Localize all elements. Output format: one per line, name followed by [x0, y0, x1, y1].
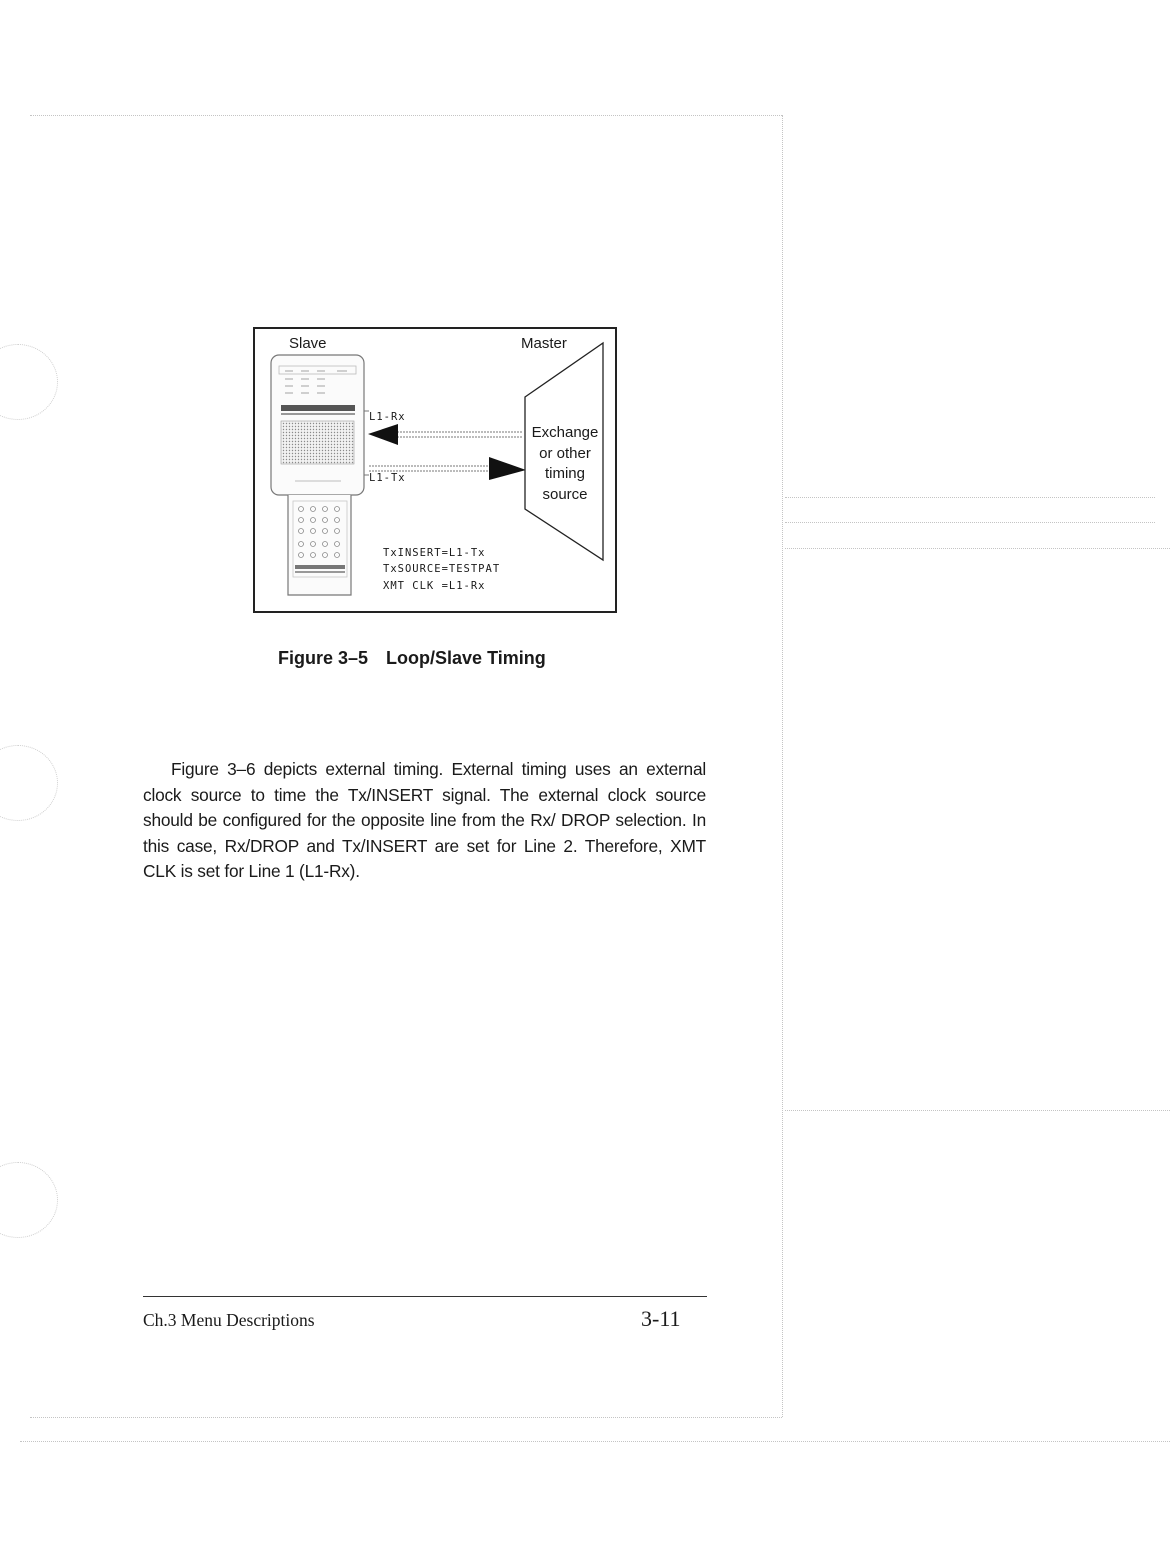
binder-hole-bottom	[0, 1162, 58, 1238]
scan-edge-bottom	[20, 1441, 1170, 1442]
next-page-line-3	[785, 548, 1170, 549]
next-page-line-1	[785, 497, 1155, 498]
rx-label: L1-Rx	[369, 411, 406, 423]
page-edge-right	[782, 115, 783, 1417]
exchange-line-4: source	[542, 485, 588, 503]
page-edge-bottom	[30, 1417, 782, 1418]
rx-signal-arrow	[368, 424, 523, 445]
tx-label: L1-Tx	[369, 472, 406, 484]
loop-slave-timing-diagram	[253, 327, 617, 613]
setting-xmt-clk: XMT CLK =L1-Rx	[383, 580, 486, 592]
exchange-line-2: or other	[539, 444, 591, 462]
next-page-line-4	[785, 1110, 1170, 1111]
binder-hole-top	[0, 344, 58, 420]
exchange-line-1: Exchange	[531, 424, 599, 441]
page-edge-top	[30, 115, 782, 116]
figure-number: Figure 3–5	[278, 648, 369, 668]
footer-rule	[143, 1296, 707, 1297]
figure-title: Loop/Slave Timing	[386, 648, 546, 668]
body-paragraph: Figure 3–6 depicts external timing. External timing uses an external clock source to time the Tx/INSERT signal. The external clock source should be configured for the opposite line from the Rx/ DROP selection. In this case, Rx/DROP and Tx/INSERT are set for Line 2. Therefore, XMT CLK is set for Line 1 (L1-Rx).	[143, 759, 706, 881]
binder-hole-middle	[0, 745, 58, 821]
test-set-device	[271, 355, 369, 595]
page-number: 3-11	[641, 1306, 681, 1331]
figure-caption	[278, 648, 546, 669]
master-label: Master	[521, 335, 567, 352]
next-page-line-2	[785, 522, 1155, 523]
footer-chapter: Ch.3 Menu Descriptions	[143, 1310, 315, 1330]
setting-txsource: TxSOURCE=TESTPAT	[383, 563, 501, 575]
setting-txinsert: TxINSERT=L1-Tx	[383, 547, 486, 559]
exchange-source-text	[523, 423, 607, 505]
exchange-line-3: timing	[544, 465, 585, 482]
slave-label: Slave	[289, 335, 327, 352]
